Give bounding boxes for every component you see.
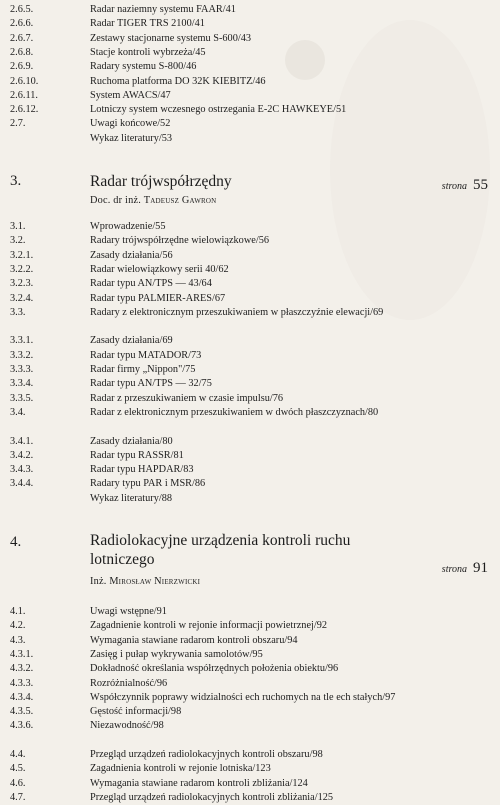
toc-entry-number: 2.6.9. bbox=[10, 61, 34, 73]
toc-entry-title: Radary trójwspółrzędne wielowiązkowe/56 bbox=[90, 235, 269, 247]
toc-entry bbox=[0, 46, 500, 60]
toc-entry bbox=[0, 392, 500, 406]
toc-entry-title: Radar z przeszukiwaniem w czasie impulsu/76 bbox=[90, 392, 284, 404]
toc-entry-number: 4.1. bbox=[10, 606, 26, 617]
toc-entry-number: 3.3.1. bbox=[10, 335, 34, 347]
toc-entry bbox=[0, 449, 500, 463]
toc-entry-title: Radar z elektronicznym przeszukiwaniem w dwóch płaszczyznach/80 bbox=[90, 406, 379, 418]
toc-entry bbox=[0, 463, 500, 477]
toc-entry bbox=[0, 705, 500, 719]
toc-entry-number: 3.4.4. bbox=[10, 478, 34, 490]
toc-entry-title: Radar typu HAPDAR/83 bbox=[90, 464, 194, 476]
toc-entry-number: 3.3.2. bbox=[10, 349, 34, 361]
toc-entry-title: Stacje kontroli wybrzeża/45 bbox=[90, 46, 206, 58]
toc-entry-title: Niezawodność/98 bbox=[90, 720, 164, 732]
toc-entry-title: System AWACS/47 bbox=[90, 89, 171, 101]
toc-entry-title: Zasady działania/56 bbox=[90, 249, 173, 261]
toc-entry-title: Rozróżnialność/96 bbox=[90, 677, 168, 689]
toc-entry bbox=[0, 748, 500, 762]
toc-entry bbox=[0, 32, 500, 46]
toc-entry bbox=[0, 220, 500, 234]
toc-entry-number: 3.3. bbox=[10, 306, 26, 318]
toc-entry-number: 3.4.2. bbox=[10, 449, 34, 461]
toc-entry bbox=[0, 292, 500, 306]
toc-entry bbox=[0, 60, 500, 74]
toc-entry-number: 2.6.11. bbox=[10, 89, 38, 101]
toc-entry-number: 3.1. bbox=[10, 221, 26, 232]
toc-entry-number: 4.5. bbox=[10, 763, 26, 775]
toc-entry-number: 3.4. bbox=[10, 406, 26, 418]
toc-entry bbox=[0, 234, 500, 248]
toc-entry bbox=[0, 306, 500, 334]
toc-entry bbox=[0, 691, 500, 705]
toc-entry-title: Dokładność określania współrzędnych położenia obiektu/96 bbox=[90, 663, 339, 675]
toc-entry-number: 3.2.4. bbox=[10, 292, 34, 304]
toc-entry-number: 4.3.5. bbox=[10, 706, 34, 718]
toc-entry-number: 2.7. bbox=[10, 118, 26, 130]
toc-entry-title: Wymagania stawiane radarom kontroli zbliżania/124 bbox=[90, 777, 308, 789]
author-name: Mirosław Nierzwicki bbox=[109, 576, 201, 587]
toc-entry bbox=[0, 89, 500, 103]
author-prefix: Doc. dr inż. bbox=[90, 195, 142, 206]
toc-entry bbox=[0, 349, 500, 363]
chapter-page-ref bbox=[442, 560, 488, 577]
toc-entry bbox=[0, 777, 500, 791]
toc-entry-title: Ruchoma platforma DO 32K KIEBITZ/46 bbox=[90, 75, 266, 87]
chapter-number: 4. bbox=[10, 534, 22, 550]
toc-entry bbox=[0, 648, 500, 662]
toc-entry-title: Zasady działania/80 bbox=[90, 435, 173, 447]
toc-entry-number: 2.6.7. bbox=[10, 32, 34, 44]
toc-entry bbox=[0, 662, 500, 676]
toc-entry-title: Zasady działania/69 bbox=[90, 335, 173, 347]
toc-entry-title: Gęstość informacji/98 bbox=[90, 706, 182, 718]
toc-entry bbox=[0, 334, 500, 348]
toc-entry bbox=[0, 477, 500, 491]
author-name: Tadeusz Gawron bbox=[143, 195, 217, 206]
toc-entry bbox=[0, 117, 500, 131]
toc-entry-title: Radar typu AN/TPS — 43/64 bbox=[90, 278, 212, 290]
toc-entry bbox=[0, 677, 500, 691]
toc-entry-title: Radar typu PALMIER-ARES/67 bbox=[90, 292, 226, 304]
toc-entry-title: Radar typu MATADOR/73 bbox=[90, 349, 202, 361]
chapter-title: Radar trójwspółrzędny bbox=[90, 173, 232, 190]
toc-entry-title: Wykaz literatury/53 bbox=[90, 132, 173, 144]
toc-entry-number: 4.2. bbox=[10, 620, 26, 632]
toc-entry-title: Współczynnik poprawy widzialności ech ruchomych na tle ech stałych/97 bbox=[90, 691, 396, 703]
toc-entry-number: 3.4.3. bbox=[10, 464, 34, 476]
toc-entry bbox=[0, 3, 500, 17]
toc-entry-number: 3.3.3. bbox=[10, 364, 34, 375]
chapter-author bbox=[90, 576, 200, 587]
toc-entry-number: 3.2. bbox=[10, 235, 26, 247]
toc-entry-title: Zagadnienia kontroli w rejonie lotniska/123 bbox=[90, 763, 271, 775]
toc-entry-number: 4.6. bbox=[10, 777, 26, 789]
toc-entry-title: Przegląd urządzeń radiolokacyjnych kontroli obszaru/98 bbox=[90, 749, 323, 760]
toc-entry-number: 4.3.3. bbox=[10, 677, 34, 689]
toc-entry bbox=[0, 406, 500, 434]
chapter-title: Radiolokacyjne urządzenia kontroli ruchu lotniczego bbox=[90, 532, 351, 568]
toc-entry-number: 4.3. bbox=[10, 634, 26, 646]
toc-entry-title: Wprowadzenie/55 bbox=[90, 221, 166, 232]
toc-entry bbox=[0, 263, 500, 277]
toc-entry bbox=[0, 719, 500, 747]
toc-entry-title: Radar typu RASSR/81 bbox=[90, 449, 184, 461]
toc-entry bbox=[0, 103, 500, 117]
toc-entry-number: 3.3.5. bbox=[10, 392, 34, 404]
toc-entry-title: Przegląd urządzeń radiolokacyjnych kontroli zbliżania/125 bbox=[90, 791, 334, 803]
toc-entry-number: 2.6.8. bbox=[10, 46, 34, 58]
toc-entry-number: 2.6.6. bbox=[10, 18, 34, 30]
toc-entry-number: 3.2.3. bbox=[10, 278, 34, 290]
toc-entry-title: Radar firmy „Nippon"/75 bbox=[90, 364, 196, 375]
toc-entry-title: Radar naziemny systemu FAAR/41 bbox=[90, 4, 236, 15]
toc-entry bbox=[0, 132, 500, 146]
page-label: strona bbox=[441, 564, 467, 575]
toc-entry-title: Radar TIGER TRS 2100/41 bbox=[90, 18, 205, 30]
toc-entry-number: 4.7. bbox=[10, 791, 26, 803]
toc-entry-title: Radary systemu S-800/46 bbox=[90, 61, 197, 73]
toc-entry-number: 4.3.2. bbox=[10, 663, 34, 675]
toc-entry bbox=[0, 492, 500, 506]
page-number: 91 bbox=[473, 560, 488, 576]
toc-entry bbox=[0, 249, 500, 263]
toc-entry bbox=[0, 377, 500, 391]
toc-entry-number: 2.6.12. bbox=[10, 104, 39, 116]
toc-entry-number: 4.4. bbox=[10, 749, 26, 760]
toc-entry-title: Zestawy stacjonarne systemu S-600/43 bbox=[90, 32, 251, 44]
toc-entry-number: 3.4.1. bbox=[10, 435, 34, 447]
toc-entry-number: 3.2.1. bbox=[10, 249, 34, 261]
toc-entry-number: 2.6.5. bbox=[10, 4, 34, 15]
toc-entry-number: 4.3.6. bbox=[10, 720, 34, 732]
toc-entry-title: Radary z elektronicznym przeszukiwaniem w płaszczyźnie elewacji/69 bbox=[90, 306, 384, 318]
page-number: 55 bbox=[473, 177, 488, 193]
toc-entry bbox=[0, 634, 500, 648]
toc-entry bbox=[0, 277, 500, 291]
toc-entry-title: Radar wielowiązkowy serii 40/62 bbox=[90, 263, 229, 275]
toc-entry bbox=[0, 619, 500, 633]
toc-entry bbox=[0, 762, 500, 776]
toc-entry bbox=[0, 363, 500, 377]
toc-entry-title: Wykaz literatury/88 bbox=[90, 492, 173, 504]
toc-entry-number: 3.2.2. bbox=[10, 263, 34, 275]
toc-entry bbox=[0, 17, 500, 31]
toc-entry-title: Zasięg i pułap wykrywania samolotów/95 bbox=[90, 648, 263, 660]
author-prefix: Inż. bbox=[90, 576, 107, 587]
toc-entry-title: Radar typu AN/TPS — 32/75 bbox=[90, 378, 212, 390]
page-label: strona bbox=[441, 181, 467, 192]
toc-entry-number: 3.3.4. bbox=[10, 378, 34, 390]
toc-entry-title: Wymagania stawiane radarom kontroli obszaru/94 bbox=[90, 634, 298, 646]
chapter-author bbox=[90, 195, 216, 206]
toc-entry-title: Uwagi wstępne/91 bbox=[90, 606, 167, 617]
toc-entry-number: 2.6.10. bbox=[10, 75, 39, 87]
toc-entry-title: Radary typu PAR i MSR/86 bbox=[90, 478, 206, 490]
toc-entry-title: Uwagi końcowe/52 bbox=[90, 118, 171, 130]
toc-entry bbox=[0, 75, 500, 89]
toc-entry bbox=[0, 605, 500, 619]
chapter-page-ref bbox=[442, 177, 488, 194]
toc-entry-number: 4.3.1. bbox=[10, 648, 34, 660]
toc-entry-title: Lotniczy system wczesnego ostrzegania E-2C HAWKEYE/51 bbox=[90, 104, 347, 116]
toc-entry bbox=[0, 435, 500, 449]
toc-entry-title: Zagadnienie kontroli w rejonie informacji powietrznej/92 bbox=[90, 620, 328, 632]
toc-entry-number: 4.3.4. bbox=[10, 691, 34, 703]
chapter-number: 3. bbox=[10, 173, 22, 189]
